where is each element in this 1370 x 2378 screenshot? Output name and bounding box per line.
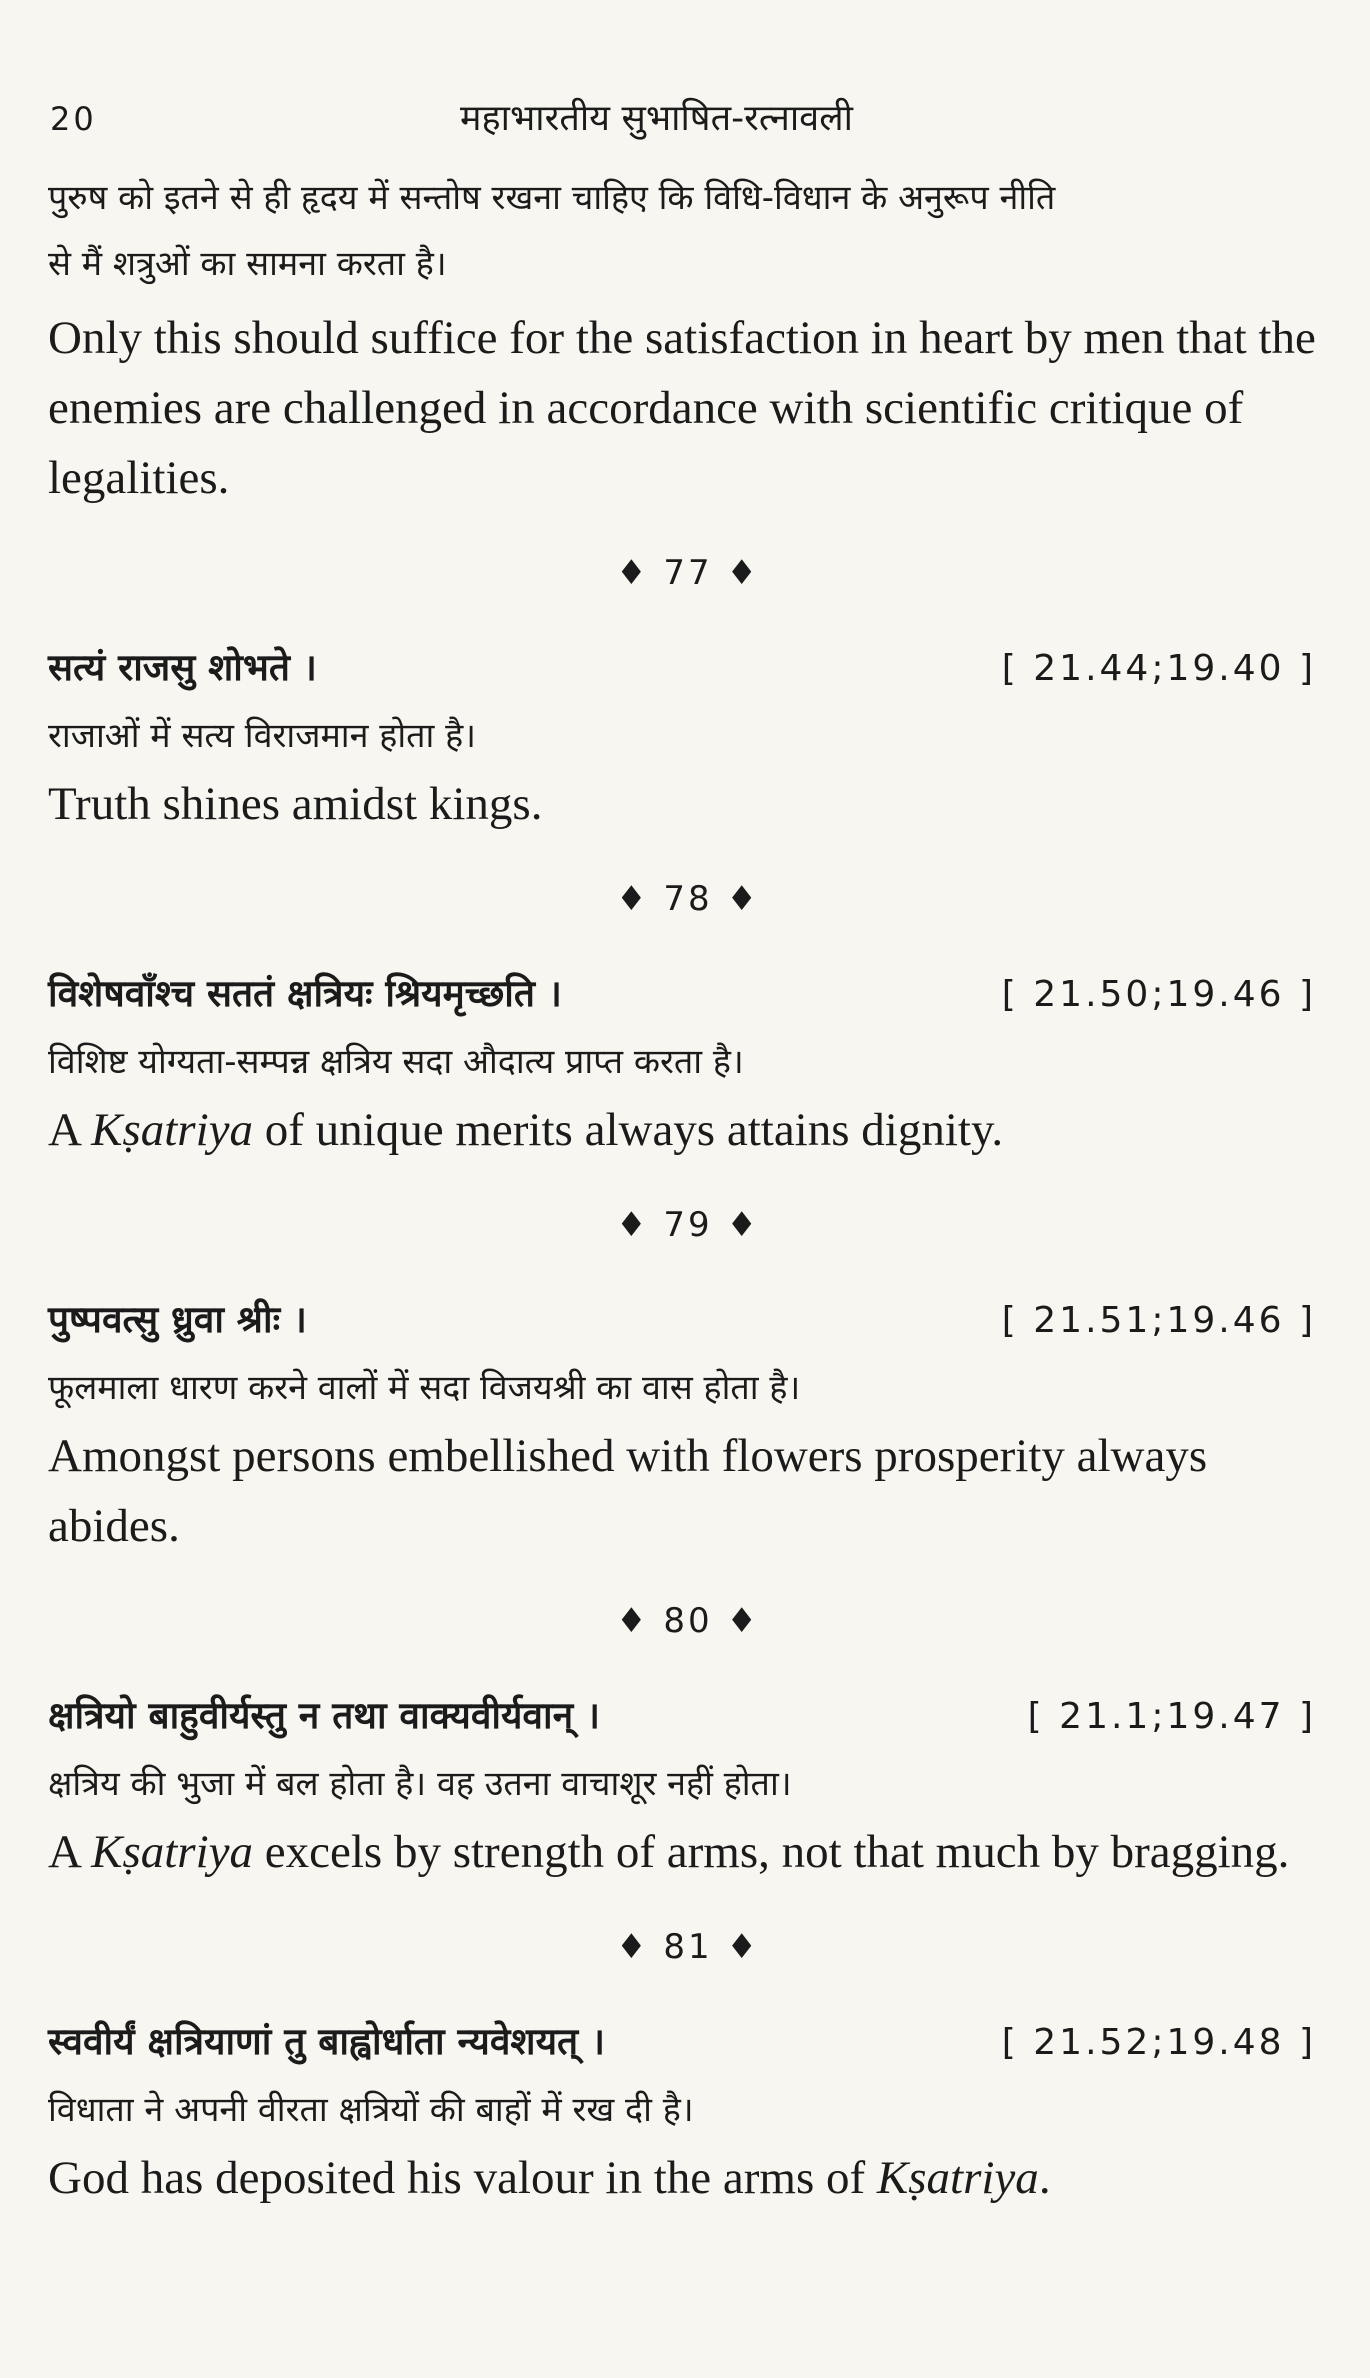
english-translation bbox=[48, 1817, 1328, 1887]
intro-hindi-line-1: पुरुष को इतने से ही हृदय में सन्तोष रखना चाहिए कि विधि-विधान के अनुरूप नीति bbox=[48, 178, 1056, 218]
english-italic-term: Kṣatriya bbox=[91, 1104, 254, 1156]
sanskrit-verse: सत्यं राजसु शोभते । bbox=[48, 646, 317, 689]
hindi-translation: फूलमाला धारण करने वालों में सदा विजयश्री का वास होता है। bbox=[48, 1368, 801, 1408]
english-text: Truth shines amidst kings. bbox=[48, 778, 543, 830]
english-text: A bbox=[48, 1104, 92, 1156]
page-content bbox=[48, 165, 1328, 2213]
english-translation bbox=[48, 1095, 1328, 1165]
sanskrit-verse: क्षत्रियो बाहुवीर्यस्तु न तथा वाक्यवीर्यवान् । bbox=[48, 1694, 601, 1737]
sanskrit-verse: पुष्पवत्सु ध्रुवा श्रीः । bbox=[48, 1298, 307, 1341]
english-text: . bbox=[1038, 2152, 1051, 2204]
intro-english-translation: Only this should suffice for the satisfaction in heart by men that the enemies are challenged in accordance with scientific critique of legalities. bbox=[48, 312, 1316, 504]
page-number: 20 bbox=[50, 100, 97, 138]
hindi-translation: क्षत्रिय की भुजा में बल होता है। वह उतना वाचाशूर नहीं होता। bbox=[48, 1764, 792, 1804]
verse-line bbox=[48, 1285, 1328, 1355]
sanskrit-verse: स्ववीर्यं क्षत्रियाणां तु बाह्वोर्धाता न्यवेशयत् । bbox=[48, 2020, 606, 2063]
verse-80 bbox=[48, 1591, 1328, 1887]
english-translation bbox=[48, 1421, 1328, 1561]
hindi-translation: विशिष्ट योग्यता-सम्पन्न क्षत्रिय सदा औदात्य प्राप्त करता है। bbox=[48, 1042, 744, 1082]
english-text: of unique merits always attains dignity. bbox=[253, 1104, 1004, 1156]
verse-reference: [ 21.52;19.48 ] bbox=[1001, 2022, 1316, 2063]
english-italic-term: Kṣatriya bbox=[91, 1826, 254, 1878]
english-text: God has deposited his valour in the arms of bbox=[48, 2152, 877, 2204]
verse-marker: ♦ 79 ♦ bbox=[616, 1205, 760, 1245]
english-translation bbox=[48, 769, 1328, 839]
verse-79 bbox=[48, 1195, 1328, 1561]
english-text: A bbox=[48, 1826, 92, 1878]
sanskrit-verse: विशेषवाँश्च सततं क्षत्रियः श्रियमृच्छति । bbox=[48, 972, 562, 1015]
verse-81 bbox=[48, 1917, 1328, 2213]
verse-line bbox=[48, 959, 1328, 1029]
verse-marker: ♦ 78 ♦ bbox=[616, 879, 760, 919]
verse-line bbox=[48, 1681, 1328, 1751]
verse-marker: ♦ 80 ♦ bbox=[616, 1601, 760, 1641]
verse-77 bbox=[48, 543, 1328, 839]
verse-reference: [ 21.1;19.47 ] bbox=[1027, 1696, 1316, 1737]
verse-78 bbox=[48, 869, 1328, 1165]
english-text: excels by strength of arms, not that much by bragging. bbox=[253, 1826, 1290, 1878]
intro-hindi-line-2: से मैं शत्रुओं का सामना करता है। bbox=[48, 244, 447, 284]
hindi-translation: विधाता ने अपनी वीरता क्षत्रियों की बाहों में रख दी है। bbox=[48, 2090, 694, 2130]
english-translation bbox=[48, 2143, 1328, 2213]
verse-reference: [ 21.50;19.46 ] bbox=[1001, 974, 1316, 1015]
hindi-translation: राजाओं में सत्य विराजमान होता है। bbox=[48, 716, 477, 756]
verse-line bbox=[48, 2007, 1328, 2077]
verse-marker: ♦ 81 ♦ bbox=[616, 1927, 760, 1967]
english-text: Amongst persons embellished with flowers prosperity always abides. bbox=[48, 1430, 1208, 1552]
verse-reference: [ 21.51;19.46 ] bbox=[1001, 1300, 1316, 1341]
running-title: महाभारतीय सुभाषित-रत्नावली bbox=[460, 98, 853, 139]
english-italic-term: Kṣatriya bbox=[876, 2152, 1039, 2204]
verse-line bbox=[48, 633, 1328, 703]
verse-reference: [ 21.44;19.40 ] bbox=[1001, 648, 1316, 689]
verse-marker: ♦ 77 ♦ bbox=[616, 553, 760, 593]
